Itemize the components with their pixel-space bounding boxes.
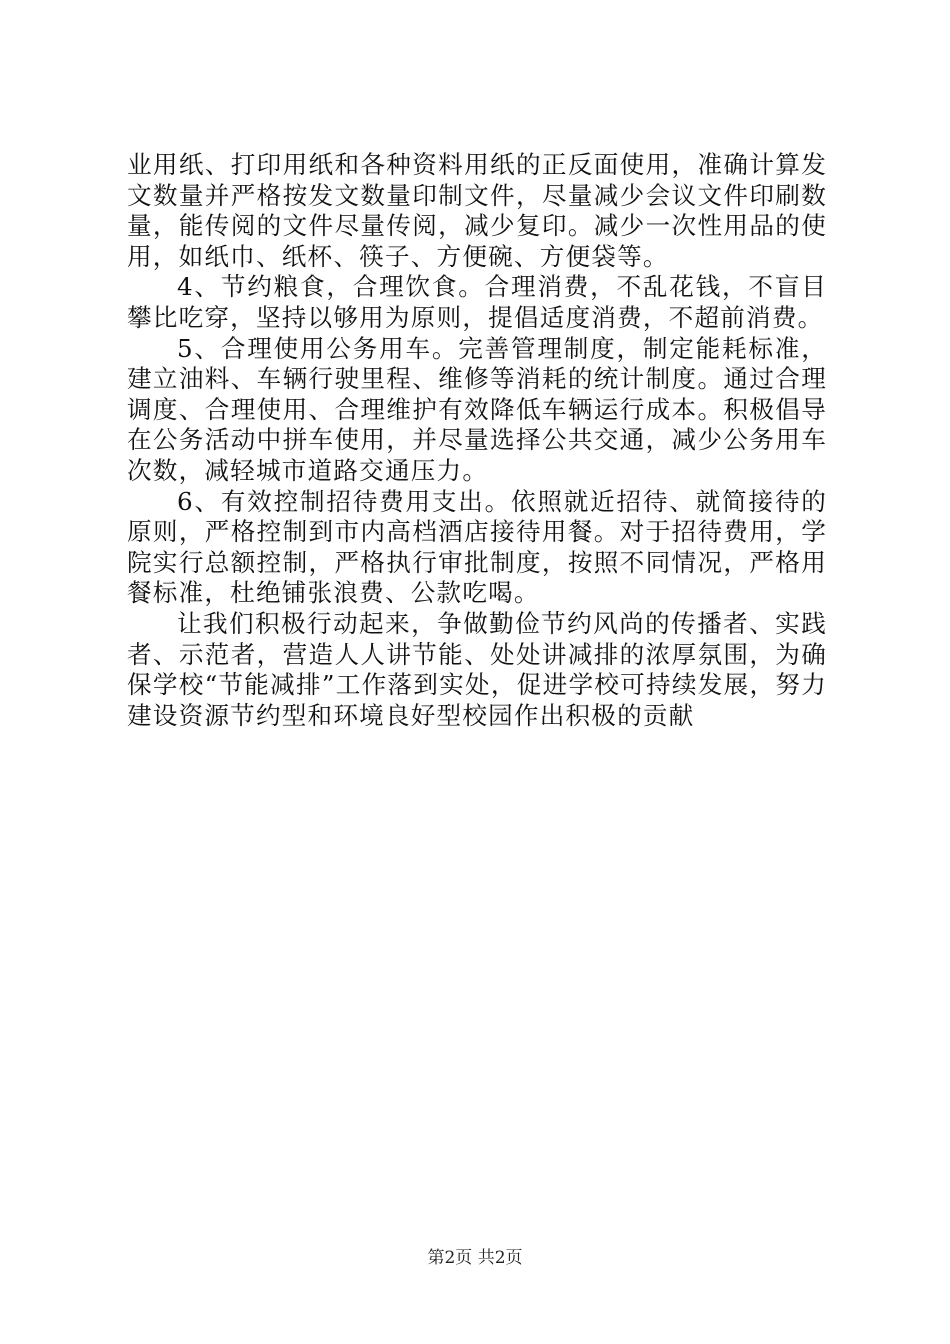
paragraph-closing-call-to-action: 让我们积极行动起来，争做勤俭节约风尚的传播者、实践者、示范者，营造人人讲节能、处处讲减排的浓厚氛围，为确保学校“节能减排”工作落到实处，促进学校可持续发展，努力建设资源节约型和环境良好型校园作出积极的贡献 <box>127 608 827 730</box>
paragraph-item-6-hospitality-expenses: 6、有效控制招待费用支出。依照就近招待、就简接待的原则，严格控制到市内高档酒店接待用餐。对于招待费用，学院实行总额控制，严格执行审批制度，按照不同情况，严格用餐标准，杜绝铺张浪费、公款吃喝。 <box>127 486 827 608</box>
page-footer <box>0 1243 950 1268</box>
paragraph-continued-paper-saving: 业用纸、打印用纸和各种资料用纸的正反面使用，准确计算发文数量并严格按发文数量印制文件，尽量减少会议文件印刷数量，能传阅的文件尽量传阅，减少复印。减少一次性用品的使用，如纸巾、纸杯、筷子、方便碗、方便袋等。 <box>127 150 827 271</box>
paragraph-item-5-official-vehicles: 5、合理使用公务用车。完善管理制度，制定能耗标准，建立油料、车辆行驶里程、维修等消耗的统计制度。通过合理调度、合理使用、合理维护有效降低车辆运行成本。积极倡导在公务活动中拼车使用，并尽量选择公共交通，减少公务用车次数，减轻城市道路交通压力。 <box>127 333 827 485</box>
page-number-label: 第2页 共2页 <box>427 1248 523 1268</box>
document-body <box>127 150 827 731</box>
paragraph-item-4-food-saving: 4、节约粮食，合理饮食。合理消费，不乱花钱，不盲目攀比吃穿，坚持以够用为原则，提倡适度消费，不超前消费。 <box>127 272 827 332</box>
